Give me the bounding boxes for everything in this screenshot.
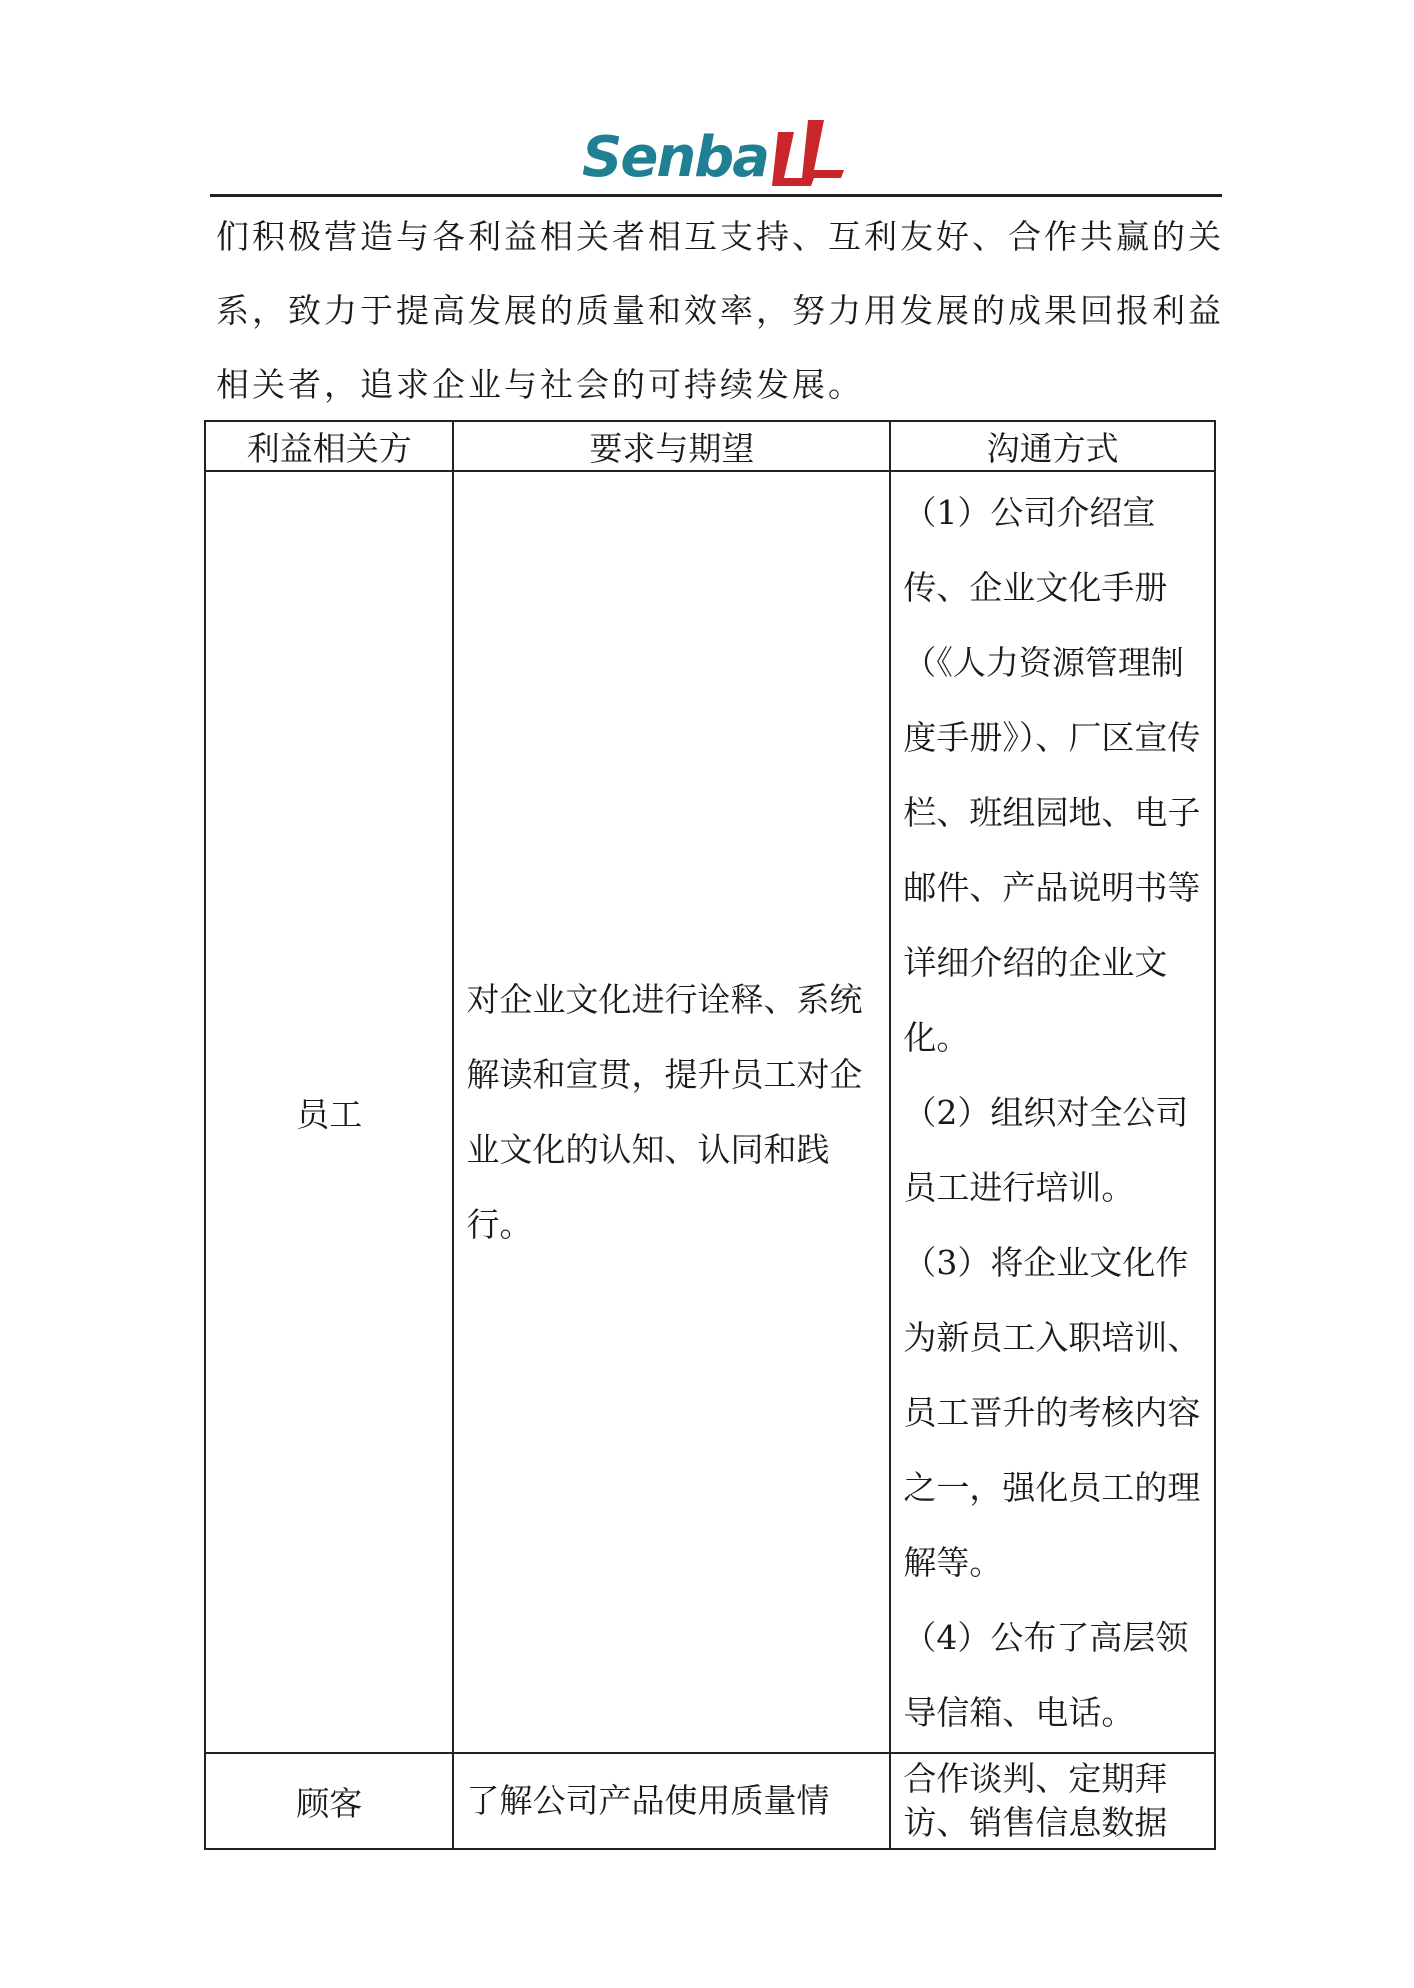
table-header-row [205,421,1215,471]
stakeholder-cell: 顾客 [205,1753,453,1849]
column-header-expectation: 要求与期望 [453,421,890,471]
intro-paragraph [216,200,1222,422]
column-header-stakeholder: 利益相关方 [205,421,453,471]
communication-cell [890,471,1215,1753]
intro-line: 系，致力于提高发展的质量和效率，努力用发展的成果回报利益 [216,291,1224,330]
expectation-cell: 对企业文化进行诠释、系统解读和宣贯，提升员工对企业文化的认知、认同和践行。 [453,471,890,1753]
communication-item: （3）将企业文化作为新员工入职培训、员工晋升的考核内容之一，强化员工的理解等。 [903,1242,1201,1582]
stakeholder-cell: 员工 [205,471,453,1753]
table-row [205,1753,1215,1849]
stakeholder-table [204,420,1216,1850]
communication-item: （1）公司介绍宣传、企业文化手册（《人力资源管理制度手册》）、厂区宣传栏、班组园地、电子邮件、产品说明书等详细介绍的企业文化。 [903,492,1201,1057]
intro-line: 们积极营造与各利益相关者相互支持、互利友好、合作共赢的关 [216,217,1224,256]
communication-item: 合作谈判、定期拜访、销售信息数据 [903,1759,1168,1842]
intro-line: 相关者，追求企业与社会的可持续发展。 [216,365,864,404]
communication-item: （2）组织对全公司员工进行培训。 [903,1092,1189,1207]
expectation-cell: 了解公司产品使用质量情 [453,1753,890,1849]
company-logo [582,120,848,190]
communication-cell [890,1753,1215,1849]
table-row [205,471,1215,1753]
header-rule [210,194,1222,197]
column-header-communication: 沟通方式 [890,421,1215,471]
communication-item: （4）公布了高层领导信箱、电话。 [903,1617,1189,1732]
svg-text:Senba: Senba [582,125,769,190]
